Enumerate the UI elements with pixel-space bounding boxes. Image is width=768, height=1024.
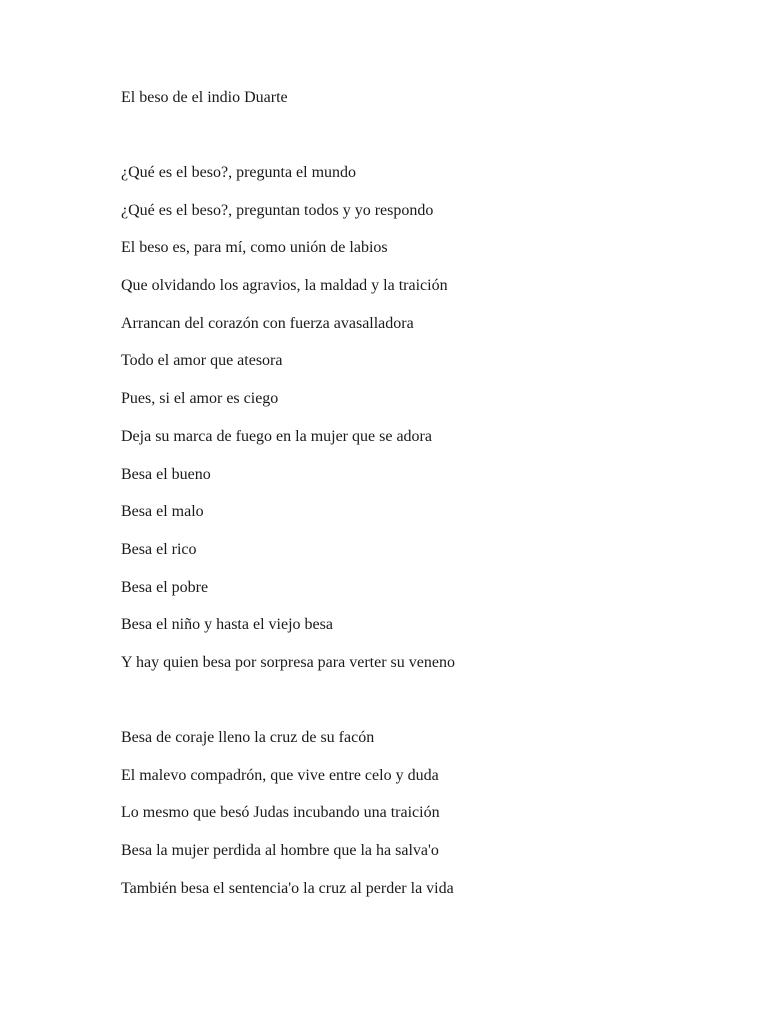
poem-line: Y hay quien besa por sorpresa para verter su veneno bbox=[121, 653, 455, 671]
poem-line: Besa el bueno bbox=[121, 465, 211, 483]
poem-line: ¿Qué es el beso?, preguntan todos y yo respondo bbox=[121, 201, 434, 219]
stanza-1 bbox=[121, 163, 455, 691]
poem-line: Que olvidando los agravios, la maldad y la traición bbox=[121, 277, 448, 295]
poem-line: El malevo compadrón, que vive entre celo y duda bbox=[121, 766, 439, 784]
poem-line: Besa de coraje lleno la cruz de su facón bbox=[121, 729, 375, 746]
poem-line: Besa el pobre bbox=[121, 578, 209, 596]
poem-line: Besa el niño y hasta el viejo besa bbox=[121, 616, 333, 634]
poem-line: El beso es, para mí, como unión de labios bbox=[121, 239, 388, 257]
poem-line: También besa el sentencia'o la cruz al perder la vida bbox=[121, 879, 454, 897]
stanza-2 bbox=[121, 728, 454, 916]
poem-line: Besa el rico bbox=[121, 540, 197, 558]
poem-line: Todo el amor que atesora bbox=[121, 352, 283, 370]
poem-line: Besa el malo bbox=[121, 503, 204, 521]
poem-line: Lo mesmo que besó Judas incubando una traición bbox=[121, 804, 440, 822]
poem-line: Pues, si el amor es ciego bbox=[121, 390, 279, 408]
poem-line: Besa la mujer perdida al hombre que la ha salva'o bbox=[121, 842, 439, 860]
poem-line: Arrancan del corazón con fuerza avasalladora bbox=[121, 314, 414, 332]
document-title: El beso de el indio Duarte bbox=[121, 89, 288, 106]
poem-line: ¿Qué es el beso?, pregunta el mundo bbox=[121, 164, 357, 181]
poem-line: Deja su marca de fuego en la mujer que se adora bbox=[121, 427, 432, 445]
